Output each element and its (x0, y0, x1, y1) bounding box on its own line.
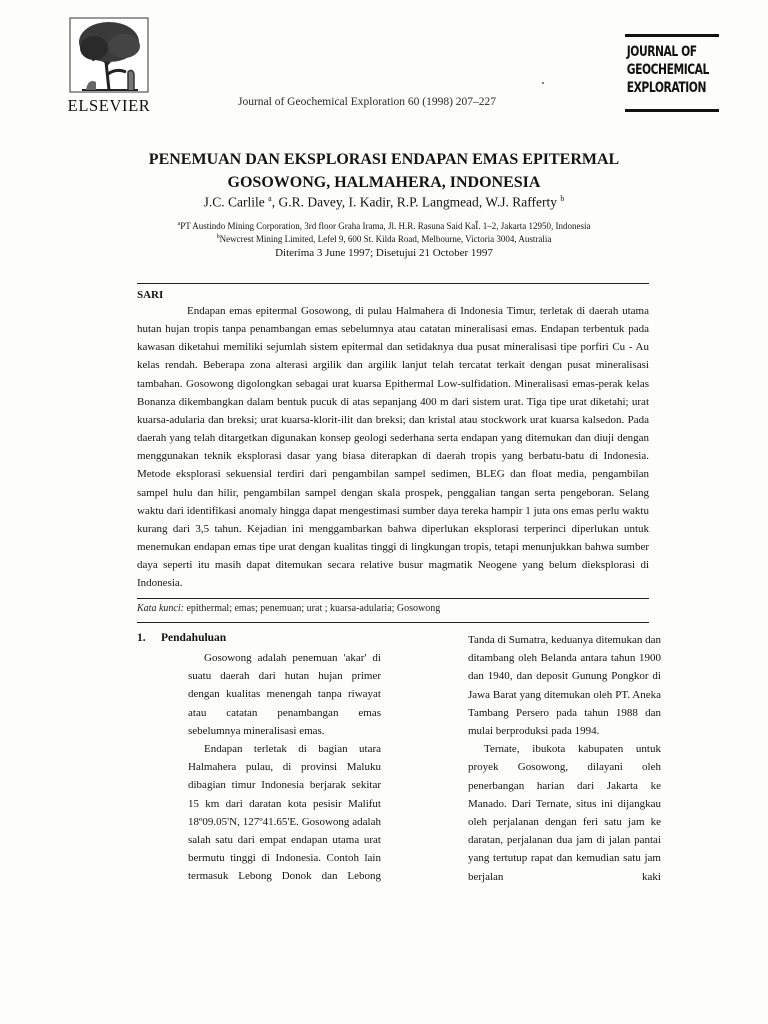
journal-citation: Journal of Geochemical Exploration 60 (1998) 207–227 (238, 96, 497, 108)
keywords (137, 603, 440, 614)
journal-logo-line-2: GEOCHEMICAL (626, 62, 709, 78)
abstract-body (137, 302, 649, 593)
right-column (468, 631, 661, 886)
author-name: R.P. Langmead (396, 194, 479, 210)
journal-logo-line-1: JOURNAL OF (626, 44, 697, 60)
affiliation-b (110, 234, 658, 244)
author-name: G.R. Davey (278, 194, 342, 210)
received-dates: Diterima 3 June 1997; Disetujui 21 October 1997 (275, 247, 493, 259)
journal-logo-box (625, 34, 719, 112)
body-paragraph: Tanda di Sumatra, keduanya ditemukan dan ditambang oleh Belanda antara tahun 1900 dan 1940, dan deposit Gunung Pongkor di Jawa Barat yang ditemukan oleh PT. Aneka Tambang Persero pada tahun 1988 dan mulai berproduksi pada 1994. (468, 634, 661, 738)
paper-title-line-1: PENEMUAN DAN EKSPLORASI ENDAPAN EMAS EPITERMAL (148, 151, 620, 168)
author-affiliation-mark: a (268, 194, 272, 203)
abstract-heading: SARI (137, 289, 164, 301)
keywords-bottom-rule (137, 622, 649, 623)
elsevier-tree-icon (68, 16, 150, 94)
affiliation-mark: a (177, 221, 181, 227)
affiliation-mark: b (216, 234, 220, 240)
body-paragraph: Ternate, ibukota kabupaten untuk proyek Gosowong, dilayani oleh penerbangan harian dari Jakarta ke Manado. Dari Ternate, situs ini dijangkau oleh perjalanan dengan feri satu jam ke daratan, perjalanan dua jam di jalan pantai yang tertutup rapat dan kemudian satu jam berjalan kaki (468, 743, 661, 883)
affiliation-text: Newcrest Mining Limited, Lefel 9, 600 St. Kilda Road, Melbourne, Victoria 3004, Australia (219, 234, 552, 244)
abstract-bottom-rule (137, 598, 649, 599)
journal-logo-line-3: EXPLORATION (626, 80, 706, 96)
section-heading (137, 632, 226, 644)
author-list: J.C. Carlile $^a$, G.R. Davey, I. Kadir, R.P. Langmead, W.J. Rafferty $^b$ (203, 194, 565, 210)
body-paragraph: Endapan terletak di bagian utara Halmahera pulau, di provinsi Maluku dibagian timur Indonesia berjarak sekitar 15 km dari daratan kota pesisir Malifut 18º09.05'N, 127º41.65'E. Gosowong adalah salah satu dari empat endapan utama urat bermutu tinggi di Indonesia. Contoh lain termasuk Lebong Donok dan Lebong (188, 743, 381, 883)
author-name: J.C. Carlile (203, 194, 265, 210)
abstract-top-rule (137, 283, 649, 284)
scan-speck (542, 82, 544, 84)
affiliation-a (110, 221, 658, 231)
affiliation-text: PT Austindo Mining Corporation, 3rd floor Graha Irama, Jl. H.R. Rasuna Said KaÎ. 1–2, Jakarta 12950, Indonesia (180, 221, 591, 231)
abstract-paragraph: Endapan emas epitermal Gosowong, di pulau Halmahera di Indonesia Timur, terletak di daerah utama hutan hujan tropis tanpa penambangan emas sebelumnya atau catatan mineralisasi emas. Endapan terbentuk pada kawasan diketahui memiliki sejumlah sistem epitermal dan setidaknya dua pusat mineralisasi tipe porfiri Cu - Au kelas rendah. Beberapa zona alterasi argilik dan argilik lanjut telah tercatat terkait dengan pusat mineralisasi tambahan. Gosowong digolongkan sebagai urat kuarsa Epithermal Low-sulfidation. Mineralisasi emas-perak kelas Bonanza dikembangkan dalam bentuk pucuk di atas sepanjang 400 m dari sistem urat. Tiga tipe urat diketahi; urat kuarsa-adularia dan breksi; urat kuarsa-klorit-ilit dan breksi; dan kristal atau stockwork urat kuarsa kalsedon. Pada daerah yang telah ditargetkan digunakan konsep geologi sederhana serta endapan yang ditemukan dan diuji dengan menggunakan teknik eksplorasi dasar yang biasa diterapkan di daerah tropis yang berbatu-batu di Indonesia. Metode eksplorasi sekuensial terdiri dari pengambilan sampel sedimen, BLEG dan float media, pengambilan sampel hulu dan hilir, pengambilan sampel dengan skala prospek, penggalian tangan serta pengeboran. Selang waktu dari identifikasi anomaly hingga dapat mengestimasi sumber daya tereka hampir 1 juta ons emas perlu waktu kurang dari 3,5 tahun. Kejadian ini menggambarkan bahwa diperlukan eksplorasi terperinci diperlukan untuk menemukan endapan emas tipe urat dengan kualitas tinggi di lingkungan tropis, tetapi menunjukkan bahwa sumber daya seperti itu masih dapat ditemukan secara relative busur magmatik Neogene yang belum dieksplorasi di Indonesia. (137, 305, 649, 590)
author-affiliation-mark: b (560, 194, 565, 203)
author-name: I. Kadir (348, 194, 390, 210)
author-name: W.J. Rafferty (485, 194, 557, 210)
keywords-label: Kata kunci: (137, 603, 184, 614)
keywords-text: epithermal; emas; penemuan; urat ; kuarsa-adularia; Gosowong (183, 603, 441, 614)
publisher-name: ELSEVIER (67, 96, 151, 115)
body-paragraph: Gosowong adalah penemuan 'akar' di suatu daerah dari hutan hujan primer dengan kualitas menengah tanpa riwayat atau catatan penambangan emas sebelumnya mineralisasi emas. (188, 652, 381, 737)
section-number: 1. (137, 632, 146, 644)
paper-title-line-2: GOSOWONG, HALMAHERA, INDONESIA (227, 174, 541, 191)
elsevier-logo (66, 16, 152, 115)
section-title: Pendahuluan (161, 632, 227, 644)
paper-title (120, 148, 648, 194)
left-column (188, 649, 381, 886)
